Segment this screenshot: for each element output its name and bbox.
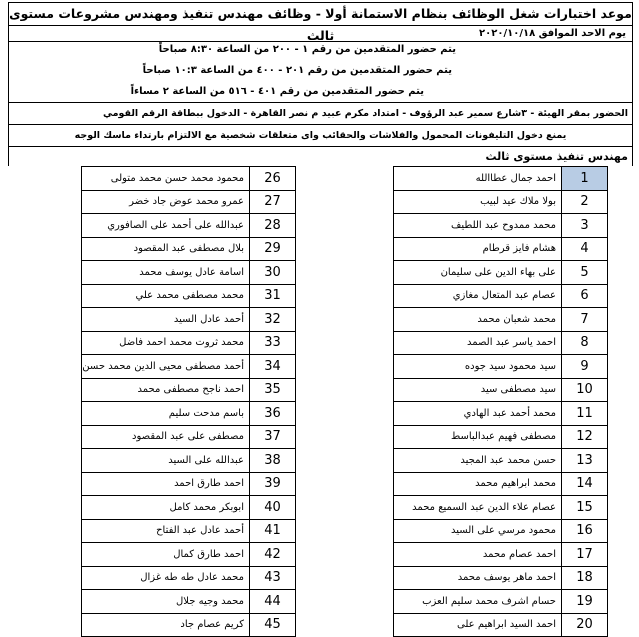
table-row (394, 425, 608, 449)
table-row (394, 378, 608, 402)
candidate-number: 28 (250, 214, 296, 238)
candidate-name: سيد مصطفى سيد (394, 378, 562, 402)
candidate-number: 34 (250, 355, 296, 379)
candidate-number: 14 (562, 472, 608, 496)
candidate-name: أحمد عادل عبد الفتاح (82, 519, 250, 543)
candidate-name: محمد ابراهيم محمد (394, 472, 562, 496)
candidate-number: 43 (250, 566, 296, 590)
table-row (394, 190, 608, 214)
announcement-sheet (8, 2, 633, 636)
candidate-name: عصام عبد المتعال مغازي (394, 284, 562, 308)
candidate-name: حسن محمد عبد المجيد (394, 449, 562, 473)
candidate-number: 26 (250, 167, 296, 191)
candidate-name: احمد طارق احمد (82, 472, 250, 496)
table-row (82, 167, 296, 191)
table-row (82, 566, 296, 590)
table-row (82, 261, 296, 285)
table-row (394, 519, 608, 543)
table-row (394, 167, 608, 191)
table-row (82, 308, 296, 332)
table-row (394, 449, 608, 473)
candidate-number: 36 (250, 402, 296, 426)
table-row (82, 472, 296, 496)
table-row (82, 331, 296, 355)
candidate-number: 2 (562, 190, 608, 214)
candidate-number: 17 (562, 543, 608, 567)
table-row (82, 425, 296, 449)
candidate-name: محمد ممدوح عبد اللطيف (394, 214, 562, 238)
table-row (82, 284, 296, 308)
candidate-number: 10 (562, 378, 608, 402)
table-row (82, 543, 296, 567)
page-title: موعد اختبارات شغل الوظائف بنظام الاستمانة أولا - وظائف مهندس تنفيذ ومهندس مشروعات مستوى ثالث (8, 2, 633, 25)
candidate-name: احمد عصام محمد (394, 543, 562, 567)
candidate-name: باسم مدحت سليم (82, 402, 250, 426)
table-row (82, 214, 296, 238)
table-row (82, 590, 296, 614)
candidate-number: 44 (250, 590, 296, 614)
candidate-number: 39 (250, 472, 296, 496)
candidate-name: عبدالله على أحمد على الصافوري (82, 214, 250, 238)
table-row (394, 261, 608, 285)
candidate-name: احمد طارق كمال (82, 543, 250, 567)
candidate-name: مصطفى على عبد المقصود (82, 425, 250, 449)
slot-line-2: يتم حضور المتقدمين من رقم ٢٠١ - ٤٠٠ من الساعة ١٠:٣ صباحاً (142, 65, 452, 76)
candidate-number: 29 (250, 237, 296, 261)
candidate-name: هشام فايز قرطام (394, 237, 562, 261)
candidate-name: ابوبكر محمد كامل (82, 496, 250, 520)
candidate-number: 35 (250, 378, 296, 402)
exam-date: يوم الاحد الموافق ٢٠٢٠/١٠/١٨ (8, 25, 633, 41)
table-row (394, 496, 608, 520)
table-row (394, 214, 608, 238)
table-row (394, 284, 608, 308)
candidate-number: 45 (250, 613, 296, 637)
table-row (394, 355, 608, 379)
table-row (394, 331, 608, 355)
candidate-number: 15 (562, 496, 608, 520)
slot-line-1: يتم حضور المتقدمين من رقم ١ - ٢٠٠ من الساعة ٨:٣٠ صباحاً (158, 44, 456, 55)
candidates-table-left (81, 166, 296, 637)
candidate-number: 38 (250, 449, 296, 473)
candidate-name: احمد جمال عطاالله (394, 167, 562, 191)
candidate-name: محمد عادل طه طه غزال (82, 566, 250, 590)
candidate-name: احمد ناجح مصطفى محمد (82, 378, 250, 402)
candidate-number: 13 (562, 449, 608, 473)
table-row (82, 355, 296, 379)
candidate-number: 5 (562, 261, 608, 285)
candidate-name: بلال مصطفى عبد المقصود (82, 237, 250, 261)
candidate-number: 30 (250, 261, 296, 285)
candidate-name: كريم عصام جاد (82, 613, 250, 637)
candidate-number: 31 (250, 284, 296, 308)
candidate-name: احمد ماهر يوسف محمد (394, 566, 562, 590)
slot-line-3: يتم حضور المتقدمين من رقم ٤٠١ - ٥١٦ من الساعة ٢ مساءاً (130, 86, 424, 97)
candidate-name: عمرو محمد عوض جاد خضر (82, 190, 250, 214)
table-row (394, 308, 608, 332)
candidate-number: 8 (562, 331, 608, 355)
table-row (394, 543, 608, 567)
table-row (394, 402, 608, 426)
section-title: مهندس تنفيذ مستوى ثالث (8, 146, 633, 166)
table-row (394, 613, 608, 637)
candidate-number: 12 (562, 425, 608, 449)
candidate-name: أحمد مصطفى محيى الدين محمد حسن (82, 355, 250, 379)
candidate-name: عبدالله على السيد (82, 449, 250, 473)
candidate-name: على بهاء الدين على سليمان (394, 261, 562, 285)
candidate-name: محمود محمد حسن محمد متولى (82, 167, 250, 191)
table-row (394, 237, 608, 261)
candidate-number: 40 (250, 496, 296, 520)
candidate-number: 3 (562, 214, 608, 238)
table-row (82, 519, 296, 543)
candidate-name: احمد ياسر عبد الصمد (394, 331, 562, 355)
table-row (394, 472, 608, 496)
candidate-number: 41 (250, 519, 296, 543)
candidate-number: 27 (250, 190, 296, 214)
candidate-name: بولا ملاك عيد لبيب (394, 190, 562, 214)
candidate-number: 42 (250, 543, 296, 567)
candidate-name: محمد وجيه جلال (82, 590, 250, 614)
candidate-name: اسامة عادل يوسف محمد (82, 261, 250, 285)
candidate-number: 6 (562, 284, 608, 308)
candidate-name: محمود مرسي على السيد (394, 519, 562, 543)
candidate-number: 20 (562, 613, 608, 637)
candidate-number: 16 (562, 519, 608, 543)
candidate-name: احمد السيد ابراهيم على (394, 613, 562, 637)
table-row (82, 613, 296, 637)
table-row (82, 496, 296, 520)
table-row (82, 402, 296, 426)
location-line: الحضور بمقر الهيئة - ٣شارع سمير عبد الرؤوف - امتداد مكرم عبيد م نصر القاهرة - الدخول ببطاقة الرقم القومي (8, 102, 633, 124)
candidate-name: محمد شعبان محمد (394, 308, 562, 332)
candidate-number: 18 (562, 566, 608, 590)
candidate-number: 11 (562, 402, 608, 426)
candidates-table-right (393, 166, 608, 637)
candidate-number: 32 (250, 308, 296, 332)
candidate-name: سيد محمود سيد جوده (394, 355, 562, 379)
candidate-number: 7 (562, 308, 608, 332)
candidate-name: مصطفى فهيم عبدالباسط (394, 425, 562, 449)
table-row (82, 237, 296, 261)
table-row (82, 190, 296, 214)
candidate-number: 19 (562, 590, 608, 614)
table-row (82, 378, 296, 402)
table-row (394, 566, 608, 590)
table-row (82, 449, 296, 473)
candidate-number: 9 (562, 355, 608, 379)
candidate-name: محمد ثروت محمد احمد فاضل (82, 331, 250, 355)
candidate-number: 33 (250, 331, 296, 355)
rules-note: يمنع دخول التليفونات المحمول والفلاشات والحقائب واى متعلقات شخصية مع الالتزام بارتداء ماسك الوجه (8, 124, 633, 146)
candidate-number-selected[interactable]: 1 (562, 167, 608, 191)
candidate-name: محمد أحمد عبد الهادي (394, 402, 562, 426)
table-row (394, 590, 608, 614)
candidate-name: عصام علاء الدين عبد السميع محمد (394, 496, 562, 520)
candidate-name: محمد مصطفى محمد علي (82, 284, 250, 308)
candidate-name: حسام اشرف محمد سليم العزب (394, 590, 562, 614)
attendance-schedule (8, 41, 633, 102)
candidate-number: 4 (562, 237, 608, 261)
candidate-number: 37 (250, 425, 296, 449)
candidate-name: أحمد عادل السيد (82, 308, 250, 332)
